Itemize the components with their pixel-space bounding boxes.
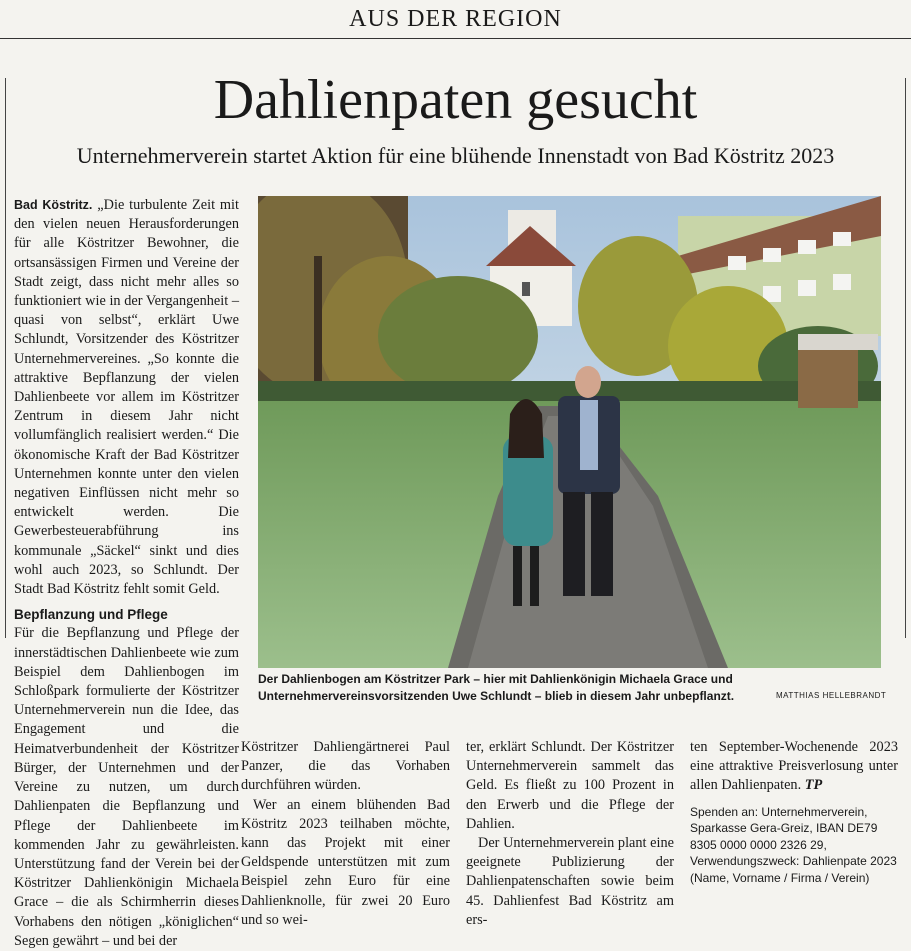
column-4-text: ten September-Wochenende 2023 eine attraktive Preisverlosung unter allen Dahlienpaten.: [690, 739, 898, 794]
author-signature: TP: [804, 777, 823, 794]
column-4: [690, 738, 898, 886]
photo-caption: Der Dahlienbogen am Köstritzer Park – hier mit Dahlienkönigin Michaela Grace und Unternehmervereinsvorsitzenden Uwe Schlundt – blieb in diesem Jahr unbepflanzt.: [258, 672, 735, 703]
lead-paragraph-1: [14, 196, 239, 599]
column-3-paragraph-1: ter, erklärt Schlundt. Der Köstritzer Unternehmerverein sammelt das Geld. Es fließt zu 100 Prozent in den Erwerb und die Pflege der Dahlien.: [466, 739, 674, 832]
headline: Dahlienpaten gesucht: [213, 69, 698, 131]
section-title: AUS DER REGION: [349, 6, 562, 32]
column-3-paragraph-2: Der Unternehmerverein plant eine geeignete Publizierung der Dahlienpatenschaften sowie beim 45. Dahlienfest Bad Köstritz am ers-: [466, 835, 674, 928]
donation-info: Spenden an: Unternehmerverein, Sparkasse Gera-Greiz, IBAN DE79 8305 0000 0000 2326 29, Verwendungszweck: Dahlienpate 2023 (Name, Vorname / Firma / Verein): [690, 804, 897, 885]
dateline: Bad Köstritz.: [14, 198, 93, 212]
column-2-paragraph-1: Köstritzer Dahliengärtnerei Paul Panzer, die das Vorhaben durchführen würden.: [241, 739, 450, 794]
column-2: [241, 738, 450, 930]
photo-credit: MATTHIAS HELLEBRANDT: [776, 691, 887, 700]
lead-column: [14, 196, 239, 951]
header-rule: [0, 38, 911, 39]
column-3: [466, 738, 674, 930]
park-photo-illustration: [258, 196, 881, 668]
lead-paragraph-1-text: „Die turbulente Zeit mit den vielen neuen Herausforderungen für alle Köstritzer Bewohner, die ortsansässigen Firmen und Vereine der Stadt zeigt, dass nicht mehr alles so funktioniert wie in der Vergangenheit – quasi von selbst“, erklärt Uwe Schlundt, Vorsitzender des Köstritzer Unternehmervereines. „So konnte die attraktive Bepflanzung der vielen Dahlienbeete vor allem im Köstritzer Zentrum in diesem Jahr nicht vollumfänglich realisiert werden.“ Die ökonomische Kraft der Bad Köstritzer Unternehmen konnte unter den vielen negativen Einflüssen nicht mehr so entwickelt werden. Die Gewerbesteuerabführung ins kommunale „Säckel“ sinkt und dies wohl auch 2023, so Schlundt. Der Stadt Bad Köstritz fehlt somit Geld.: [14, 197, 239, 598]
subheadline: Unternehmerverein startet Aktion für eine blühende Innenstadt von Bad Köstritz 2023: [76, 143, 835, 168]
column-4-paragraph-1: [690, 738, 898, 796]
inline-subheading: Bepflanzung und Pflege: [14, 607, 168, 623]
column-2-paragraph-2: Wer an einem blühenden Bad Köstritz 2023 teilhaben möchte, kann das Projekt mit einer Geldspende unterstützen mit zum Beispiel zehn Euro für eine Dahlienknolle, für zwei 20 Euro und so wei-: [241, 796, 450, 928]
article-photo: [258, 196, 881, 668]
section-header: [0, 0, 911, 38]
lead-paragraph-2: Für die Bepflanzung und Pflege der innerstädtischen Dahlienbeete wie zum Beispiel dem Dahlienbogen im Schloßpark formulierte der Köstritzer Unternehmerverein nun die Idee, das Engagement und die Heimatverbundenheit der Köstritzer Bürger, der Unternehmen und der Vereine zu nutzen, um durch Dahlienpaten die Bepflanzung und Pflege der Dahlienbeete im kommenden Jahr zu gewährleisten. Unterstützung fand der Verein bei der Köstritzer Dahlienkönigin Michaela Grace – die als Schirmherrin dieses Vorhabens den nötigen „königlichen“ Segen gewährt – und bei der: [14, 625, 239, 949]
